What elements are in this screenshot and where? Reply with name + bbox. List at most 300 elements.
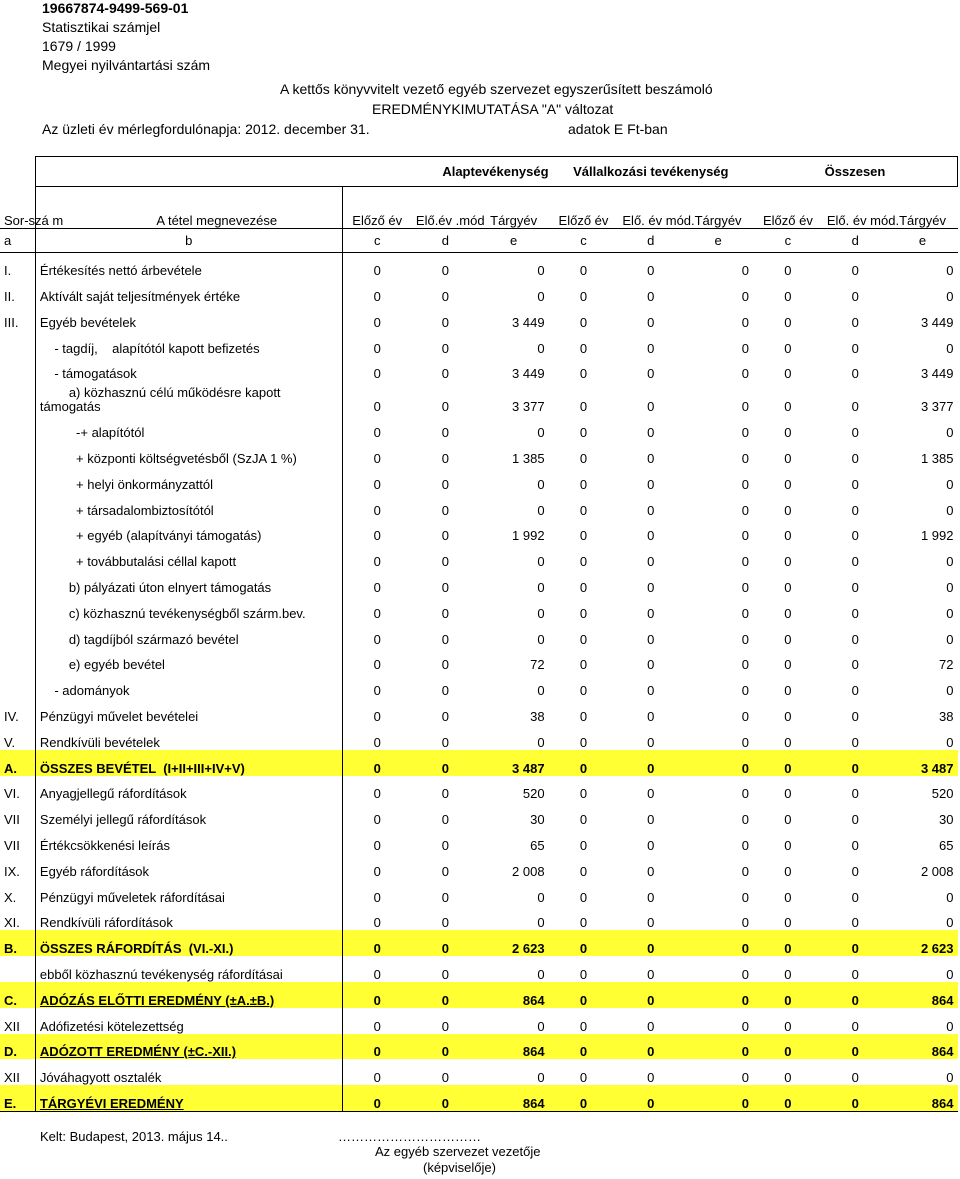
cell-value: 0 — [441, 967, 449, 983]
row-number: IX. — [0, 853, 35, 879]
cell-value: 3 449 — [920, 314, 954, 330]
cell-value: 0 — [373, 631, 381, 647]
cell-value: 0 — [683, 930, 753, 956]
table-row — [0, 672, 958, 698]
cell-value: 0 — [549, 1085, 619, 1111]
cell-value: 0 — [618, 1085, 683, 1111]
cell-value: 0 — [579, 314, 588, 330]
cell-value: 0 — [579, 631, 588, 647]
cell-value: 0 — [441, 425, 449, 441]
cell-value: 0 — [537, 967, 545, 983]
column-letter: e — [888, 229, 958, 253]
cell-value: 0 — [441, 915, 449, 931]
row-label: + helyi önkormányzattól — [35, 466, 342, 492]
cell-value: 0 — [579, 340, 588, 356]
cell-value: 2 623 — [888, 930, 958, 956]
row-label: -+ alapítótól — [35, 414, 342, 440]
cell-value: 0 — [946, 1018, 954, 1034]
cell-value: 0 — [784, 812, 792, 828]
col-header-2-2: Tárgyév — [899, 213, 947, 228]
row-number — [0, 466, 35, 492]
column-letter: c — [342, 229, 412, 253]
cell-value: 0 — [784, 366, 792, 382]
table-row — [0, 440, 958, 466]
cell-value: 0 — [537, 889, 545, 905]
cell-value: 0 — [784, 263, 792, 279]
cell-value: 0 — [946, 580, 954, 596]
table-row — [0, 724, 958, 750]
cell-value: 520 — [522, 786, 545, 802]
cell-value: 0 — [741, 476, 749, 492]
row-label: Anyagjellegű ráfordítások — [35, 776, 342, 802]
cell-value: 0 — [647, 289, 655, 305]
row-number: VI. — [0, 776, 35, 802]
cell-value: 0 — [784, 967, 792, 983]
cell-value: 0 — [441, 314, 449, 330]
cell-value: 0 — [373, 289, 381, 305]
cell-value: 0 — [784, 554, 792, 570]
cell-value: 3 377 — [512, 399, 545, 415]
cell-value: 0 — [373, 425, 381, 441]
table-row — [0, 330, 958, 356]
cell-value: 0 — [851, 631, 859, 647]
row-number: VII — [0, 827, 35, 853]
cell-value: 520 — [931, 786, 954, 802]
cell-value: 1 992 — [512, 528, 545, 544]
cell-value: 0 — [579, 399, 588, 415]
row-label: Rendkívüli bevételek — [35, 724, 342, 750]
cell-value: 0 — [537, 340, 545, 356]
table-row — [0, 879, 958, 905]
row-number: III. — [0, 304, 35, 330]
cell-value: 0 — [579, 528, 588, 544]
table-row — [0, 621, 958, 647]
cell-value: 0 — [784, 502, 792, 518]
footer — [0, 1129, 960, 1179]
table-row — [0, 827, 958, 853]
cell-value: 0 — [441, 838, 449, 854]
cell-value: 65 — [530, 838, 545, 854]
cell-value: 0 — [441, 580, 449, 596]
cell-value: 0 — [373, 1070, 381, 1086]
row-number — [0, 956, 35, 982]
cell-value: 0 — [851, 528, 859, 544]
cell-value: 0 — [373, 528, 381, 544]
row-label: - tagdíj, alapítótól kapott befizetés — [35, 330, 342, 356]
cell-value: 0 — [851, 399, 859, 415]
cell-value: 0 — [549, 982, 619, 1008]
table-row — [0, 776, 958, 802]
cell-value: 0 — [441, 812, 449, 828]
cell-value: 0 — [537, 263, 545, 279]
cell-value: 0 — [851, 683, 859, 699]
cell-value: 3 449 — [920, 366, 954, 382]
cell-value: 0 — [373, 366, 381, 382]
cell-value: 0 — [784, 451, 792, 467]
cell-value: 0 — [618, 750, 683, 776]
col-header-2-0: Előző év — [762, 213, 813, 228]
table-row — [0, 414, 958, 440]
cell-value: 0 — [579, 734, 588, 750]
cell-value: 0 — [851, 605, 859, 621]
cell-value: 2 008 — [512, 863, 545, 879]
cell-value: 0 — [537, 605, 545, 621]
cell-value: 0 — [647, 812, 655, 828]
row-number — [0, 672, 35, 698]
col-header-1-1: Elő. év mód. — [622, 213, 695, 228]
cell-value: 0 — [741, 709, 749, 725]
cell-value: 3 377 — [920, 399, 954, 415]
cell-value: 0 — [851, 366, 859, 382]
cell-value: 0 — [946, 476, 954, 492]
cell-value: 0 — [683, 1034, 753, 1060]
cell-value: 2 008 — [920, 863, 954, 879]
cell-value: 0 — [741, 863, 749, 879]
cell-value: 0 — [549, 750, 619, 776]
row-label: Adófizetési kötelezettség — [35, 1008, 342, 1034]
cell-value: 0 — [741, 263, 749, 279]
cell-value: 0 — [741, 786, 749, 802]
row-label: Egyéb ráfordítások — [35, 853, 342, 879]
cell-value: 0 — [753, 982, 823, 1008]
cell-value: 0 — [946, 554, 954, 570]
table-row — [0, 381, 958, 414]
row-number: D. — [0, 1034, 35, 1060]
cell-value: 0 — [741, 314, 749, 330]
cell-value: 0 — [946, 502, 954, 518]
cell-value: 0 — [412, 1034, 479, 1060]
row-number: XII — [0, 1059, 35, 1085]
cell-value: 0 — [373, 605, 381, 621]
cell-value: 0 — [784, 657, 792, 673]
cell-value: 0 — [784, 631, 792, 647]
cell-value: 0 — [441, 263, 449, 279]
cell-value: 0 — [784, 580, 792, 596]
cell-value: 0 — [851, 812, 859, 828]
cell-value: 0 — [784, 683, 792, 699]
row-number — [0, 595, 35, 621]
row-number — [0, 621, 35, 647]
cell-value: 0 — [753, 930, 823, 956]
cell-value: 0 — [753, 750, 823, 776]
cell-value: 0 — [618, 1034, 683, 1060]
cell-value: 0 — [741, 502, 749, 518]
cell-value: 0 — [683, 750, 753, 776]
place-date: Kelt: Budapest, 2013. május 14.. — [40, 1129, 228, 1144]
cell-value: 0 — [579, 709, 588, 725]
cell-value: 0 — [784, 605, 792, 621]
row-label: Rendkívüli ráfordítások — [35, 905, 342, 931]
cell-value: 0 — [647, 1018, 655, 1034]
cell-value: 0 — [579, 683, 588, 699]
cell-value: 0 — [373, 263, 381, 279]
report-title: A kettős könyvvitelt vezető egyéb szervezet egyszerűsített beszámoló — [280, 81, 713, 97]
cell-value: 0 — [647, 263, 655, 279]
cell-value: 0 — [441, 863, 449, 879]
cell-value: 0 — [946, 425, 954, 441]
cell-value: 0 — [647, 786, 655, 802]
cell-value: 0 — [342, 982, 412, 1008]
cell-value: 0 — [579, 1018, 588, 1034]
cell-value: 0 — [946, 967, 954, 983]
table-row — [0, 853, 958, 879]
row-label: ebből közhasznú tevékenység ráfordításai — [35, 956, 342, 982]
cell-value: 0 — [373, 889, 381, 905]
row-number: X. — [0, 879, 35, 905]
cell-value: 0 — [579, 580, 588, 596]
column-letter: d — [412, 229, 479, 253]
cell-value: 0 — [851, 915, 859, 931]
cell-value: 0 — [784, 528, 792, 544]
cell-value: 0 — [647, 502, 655, 518]
cell-value: 0 — [647, 314, 655, 330]
table-row — [0, 278, 958, 304]
cell-value: 0 — [579, 425, 588, 441]
row-number — [0, 414, 35, 440]
cell-value: 0 — [373, 863, 381, 879]
table-row — [0, 750, 958, 776]
cell-value: 0 — [741, 838, 749, 854]
cell-value: 0 — [373, 786, 381, 802]
cell-value: 0 — [741, 451, 749, 467]
cell-value: 0 — [647, 580, 655, 596]
cell-value: 0 — [537, 915, 545, 931]
table-row — [0, 304, 958, 330]
table-row — [0, 956, 958, 982]
cell-value: 0 — [537, 554, 545, 570]
table-row — [0, 518, 958, 544]
cell-value: 0 — [946, 340, 954, 356]
cell-value: 0 — [647, 340, 655, 356]
cell-value: 0 — [537, 1070, 545, 1086]
cell-value: 0 — [441, 786, 449, 802]
cell-value: 0 — [373, 314, 381, 330]
cell-value: 72 — [939, 657, 954, 673]
table-row — [0, 801, 958, 827]
cell-value: 0 — [647, 451, 655, 467]
cell-value: 0 — [741, 683, 749, 699]
row-number: V. — [0, 724, 35, 750]
cell-value: 0 — [647, 709, 655, 725]
row-label: ADÓZOTT EREDMÉNY (±C.-XII.) — [35, 1034, 342, 1060]
cell-value: 0 — [741, 657, 749, 673]
row-label: + központi költségvetésből (SzJA 1 %) — [35, 440, 342, 466]
cell-value: 0 — [741, 1018, 749, 1034]
column-letter: c — [753, 229, 823, 253]
cell-value: 0 — [741, 1070, 749, 1086]
row-label: ÖSSZES BEVÉTEL (I+II+III+IV+V) — [35, 750, 342, 776]
cell-value: 0 — [537, 683, 545, 699]
cell-value: 0 — [373, 476, 381, 492]
table-row — [0, 982, 958, 1008]
cell-value: 0 — [579, 289, 588, 305]
row-number: XI. — [0, 905, 35, 931]
cell-value: 0 — [441, 889, 449, 905]
col-header-1-0: Előző év — [558, 213, 609, 228]
cell-value: 0 — [373, 812, 381, 828]
cell-value: 38 — [530, 709, 545, 725]
cell-value: 0 — [373, 915, 381, 931]
table-row — [0, 253, 958, 279]
cell-value: 0 — [946, 889, 954, 905]
cell-value: 0 — [441, 1018, 449, 1034]
row-label: Személyi jellegű ráfordítások — [35, 801, 342, 827]
table-row — [0, 647, 958, 673]
cell-value: 0 — [647, 915, 655, 931]
cell-value: 0 — [823, 982, 888, 1008]
row-number — [0, 381, 35, 414]
row-label: Egyéb bevételek — [35, 304, 342, 330]
cell-value: 0 — [851, 1018, 859, 1034]
col-header-1-2: Tárgyév — [694, 213, 742, 228]
cell-value: 0 — [823, 1085, 888, 1111]
cell-value: 0 — [741, 605, 749, 621]
cell-value: 0 — [647, 528, 655, 544]
cell-value: 0 — [373, 580, 381, 596]
cell-value: 0 — [441, 709, 449, 725]
cell-value: 0 — [784, 476, 792, 492]
cell-value: 0 — [537, 425, 545, 441]
cell-value: 0 — [579, 838, 588, 854]
table-row — [0, 466, 958, 492]
row-number: C. — [0, 982, 35, 1008]
cell-value: 0 — [441, 657, 449, 673]
cell-value: 1 992 — [920, 528, 954, 544]
cell-value: 0 — [823, 1034, 888, 1060]
cell-value: 0 — [537, 289, 545, 305]
cell-value: 0 — [579, 915, 588, 931]
cell-value: 0 — [441, 340, 449, 356]
cell-value: 0 — [441, 476, 449, 492]
cell-value: 0 — [784, 786, 792, 802]
cell-value: 0 — [851, 289, 859, 305]
column-letter: d — [618, 229, 683, 253]
cell-value: 30 — [530, 812, 545, 828]
cell-value: 0 — [537, 734, 545, 750]
cell-value: 0 — [741, 967, 749, 983]
cell-value: 0 — [579, 889, 588, 905]
cell-value: 0 — [441, 399, 449, 415]
cell-value: 0 — [549, 930, 619, 956]
cell-value: 0 — [537, 631, 545, 647]
row-label: + továbbutalási céllal kapott — [35, 543, 342, 569]
cell-value: 0 — [851, 263, 859, 279]
row-label: a) közhasznú célú működésre kapott támogatás — [35, 381, 342, 414]
cell-value: 0 — [579, 451, 588, 467]
cell-value: 0 — [741, 915, 749, 931]
cell-value: 0 — [647, 889, 655, 905]
cell-value: 0 — [683, 1085, 753, 1111]
cell-value: 0 — [441, 1070, 449, 1086]
row-number: II. — [0, 278, 35, 304]
cell-value: 0 — [537, 580, 545, 596]
cell-value: 0 — [647, 425, 655, 441]
cell-value: 0 — [441, 289, 449, 305]
row-label: Értékesítés nettó árbevétele — [35, 253, 342, 279]
cell-value: 0 — [741, 340, 749, 356]
cell-value: 0 — [784, 289, 792, 305]
cell-value: 0 — [373, 399, 381, 415]
cell-value: 0 — [647, 734, 655, 750]
cell-value: 0 — [647, 683, 655, 699]
row-number — [0, 569, 35, 595]
cell-value: 0 — [851, 967, 859, 983]
cell-value: 0 — [579, 502, 588, 518]
cell-value: 0 — [946, 289, 954, 305]
cell-value: 0 — [373, 683, 381, 699]
unit-label: adatok E Ft-ban — [568, 121, 668, 137]
cell-value: 0 — [647, 1070, 655, 1086]
cell-value: 0 — [753, 1085, 823, 1111]
col-header-0-2: Tárgyév — [490, 213, 538, 228]
row-label: ADÓZÁS ELŐTTI EREDMÉNY (±A.±B.) — [35, 982, 342, 1008]
cell-value: 0 — [741, 889, 749, 905]
row-label: ÖSSZES RÁFORDÍTÁS (VI.-XI.) — [35, 930, 342, 956]
cell-value: 0 — [851, 554, 859, 570]
cell-value: 0 — [618, 930, 683, 956]
row-number: B. — [0, 930, 35, 956]
cell-value: 0 — [373, 554, 381, 570]
cell-value: 0 — [373, 502, 381, 518]
signature-title: Az egyéb szervezet vezetője — [375, 1144, 541, 1159]
cell-value: 0 — [441, 605, 449, 621]
registry-number: 1679 / 1999 — [42, 38, 116, 54]
cell-value: 0 — [784, 889, 792, 905]
cell-value: 65 — [939, 838, 954, 854]
row-number — [0, 440, 35, 466]
cell-value: 864 — [888, 982, 958, 1008]
table-row — [0, 698, 958, 724]
row-number: XII — [0, 1008, 35, 1034]
cell-value: 0 — [412, 1085, 479, 1111]
row-label: + egyéb (alapítványi támogatás) — [35, 518, 342, 544]
cell-value: 3 449 — [512, 314, 545, 330]
table-row — [0, 1008, 958, 1034]
row-number: IV. — [0, 698, 35, 724]
cell-value: 864 — [479, 1034, 549, 1060]
cell-value: 0 — [851, 863, 859, 879]
section-business: Vállalkozási tevékenység — [549, 157, 753, 187]
cell-value: 0 — [579, 605, 588, 621]
table-row — [0, 930, 958, 956]
cell-value: 0 — [412, 982, 479, 1008]
cell-value: 0 — [579, 967, 588, 983]
cell-value: 0 — [946, 915, 954, 931]
row-number: E. — [0, 1085, 35, 1111]
cell-value: 0 — [618, 982, 683, 1008]
cell-value: 0 — [441, 451, 449, 467]
row-number — [0, 647, 35, 673]
signature-role: (képviselője) — [423, 1160, 496, 1175]
cell-value: 864 — [479, 1085, 549, 1111]
cell-value: 0 — [741, 399, 749, 415]
registry-label: Megyei nyilvántartási szám — [42, 57, 211, 73]
cell-value: 864 — [888, 1034, 958, 1060]
cell-value: 0 — [537, 502, 545, 518]
row-label: Aktívált saját teljesítmények értéke — [35, 278, 342, 304]
cell-value: 0 — [741, 366, 749, 382]
cell-value: 0 — [851, 786, 859, 802]
column-letter: e — [479, 229, 549, 253]
cell-value: 0 — [441, 528, 449, 544]
cell-value: 0 — [342, 930, 412, 956]
column-letter: c — [549, 229, 619, 253]
col-header-2-1: Elő. év mód. — [826, 213, 900, 228]
table-row — [0, 905, 958, 931]
cell-value: 0 — [741, 554, 749, 570]
cell-value: 0 — [946, 1070, 954, 1086]
cell-value: 0 — [946, 734, 954, 750]
